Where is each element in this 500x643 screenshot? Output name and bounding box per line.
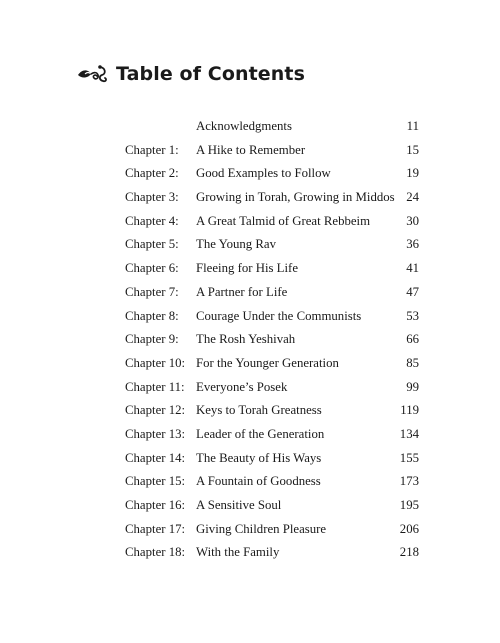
toc-entry[interactable] [0, 115, 500, 139]
toc-entry[interactable] [0, 541, 500, 565]
page-number: 218 [399, 545, 419, 560]
toc-entry[interactable] [0, 233, 500, 257]
page-number: 134 [399, 426, 419, 441]
chapter-title: A Partner for Life [196, 284, 288, 299]
page-number: 41 [406, 261, 419, 276]
chapter-number: Chapter 2: [125, 166, 179, 181]
toc-entry[interactable] [0, 186, 500, 210]
chapter-number: Chapter 12: [125, 403, 186, 418]
toc-entry[interactable] [0, 328, 500, 352]
page-number: 119 [400, 403, 419, 418]
chapter-title: A Hike to Remember [196, 142, 306, 157]
chapter-number: Chapter 6: [125, 261, 179, 276]
chapter-number: Chapter 3: [125, 190, 179, 205]
toc-heading [76, 58, 305, 90]
chapter-number: Chapter 17: [125, 521, 186, 536]
page-number: 173 [399, 474, 419, 489]
chapter-title: The Young Rav [196, 237, 276, 252]
chapter-number: Chapter 10: [125, 355, 186, 370]
chapter-title: Everyone’s Posek [196, 379, 288, 394]
page-number: 99 [406, 379, 419, 394]
chapter-title: A Fountain of Goodness [196, 474, 321, 489]
page-number: 11 [406, 119, 419, 133]
page-number: 15 [406, 142, 419, 157]
toc-entry[interactable] [0, 494, 500, 518]
toc-entry[interactable] [0, 376, 500, 400]
toc-list [0, 115, 500, 565]
chapter-number: Chapter 4: [125, 213, 179, 228]
chapter-title: A Sensitive Soul [196, 498, 282, 512]
chapter-number: Chapter 7: [125, 284, 179, 299]
page-number: 19 [406, 166, 419, 181]
chapter-title: Acknowledgments [196, 119, 292, 133]
page-number: 47 [406, 284, 419, 299]
chapter-number: Chapter 15: [125, 474, 186, 489]
chapter-title: Good Examples to Follow [196, 166, 331, 181]
toc-entry[interactable] [0, 305, 500, 329]
toc-entry[interactable] [0, 423, 500, 447]
chapter-title: For the Younger Generation [196, 355, 339, 370]
page-number: 155 [399, 450, 419, 465]
chapter-title: Leader of the Generation [196, 426, 325, 441]
toc-entry[interactable] [0, 470, 500, 494]
page-number: 195 [399, 498, 419, 512]
chapter-number: Chapter 11: [125, 379, 185, 394]
toc-entry[interactable] [0, 257, 500, 281]
chapter-number: Chapter 9: [125, 332, 179, 347]
toc-entry[interactable] [0, 281, 500, 305]
chapter-number: Chapter 5: [125, 237, 179, 252]
toc-entry[interactable] [0, 447, 500, 471]
chapter-number: Chapter 16: [125, 498, 186, 512]
page-number: 36 [406, 237, 419, 252]
toc-entry[interactable] [0, 518, 500, 542]
chapter-title: With the Family [196, 545, 280, 560]
chapter-title: Growing in Torah, Growing in Middos [196, 190, 395, 205]
chapter-title: Fleeing for His Life [196, 261, 298, 276]
page-number: 30 [406, 213, 419, 228]
page-number: 53 [406, 308, 419, 323]
chapter-title: A Great Talmid of Great Rebbeim [196, 213, 371, 228]
page-number: 24 [406, 190, 419, 205]
chapter-title: Courage Under the Communists [196, 308, 362, 323]
chapter-title: Keys to Torah Greatness [196, 403, 322, 418]
chapter-title: Giving Children Pleasure [196, 521, 327, 536]
toc-entry[interactable] [0, 210, 500, 234]
chapter-number: Chapter 8: [125, 308, 179, 323]
page-number: 66 [406, 332, 419, 347]
toc-entry[interactable] [0, 399, 500, 423]
chapter-number: Chapter 13: [125, 426, 186, 441]
fleuron-icon [76, 63, 110, 85]
page-number: 85 [406, 355, 419, 370]
page-title: Table of Contents [116, 63, 305, 85]
chapter-number: Chapter 18: [125, 545, 186, 560]
page-number: 206 [399, 521, 419, 536]
toc-entry[interactable] [0, 352, 500, 376]
chapter-number: Chapter 14: [125, 450, 186, 465]
chapter-title: The Rosh Yeshivah [196, 332, 296, 347]
chapter-title: The Beauty of His Ways [196, 450, 322, 465]
toc-entry[interactable] [0, 162, 500, 186]
toc-entry[interactable] [0, 139, 500, 163]
chapter-number: Chapter 1: [125, 142, 179, 157]
